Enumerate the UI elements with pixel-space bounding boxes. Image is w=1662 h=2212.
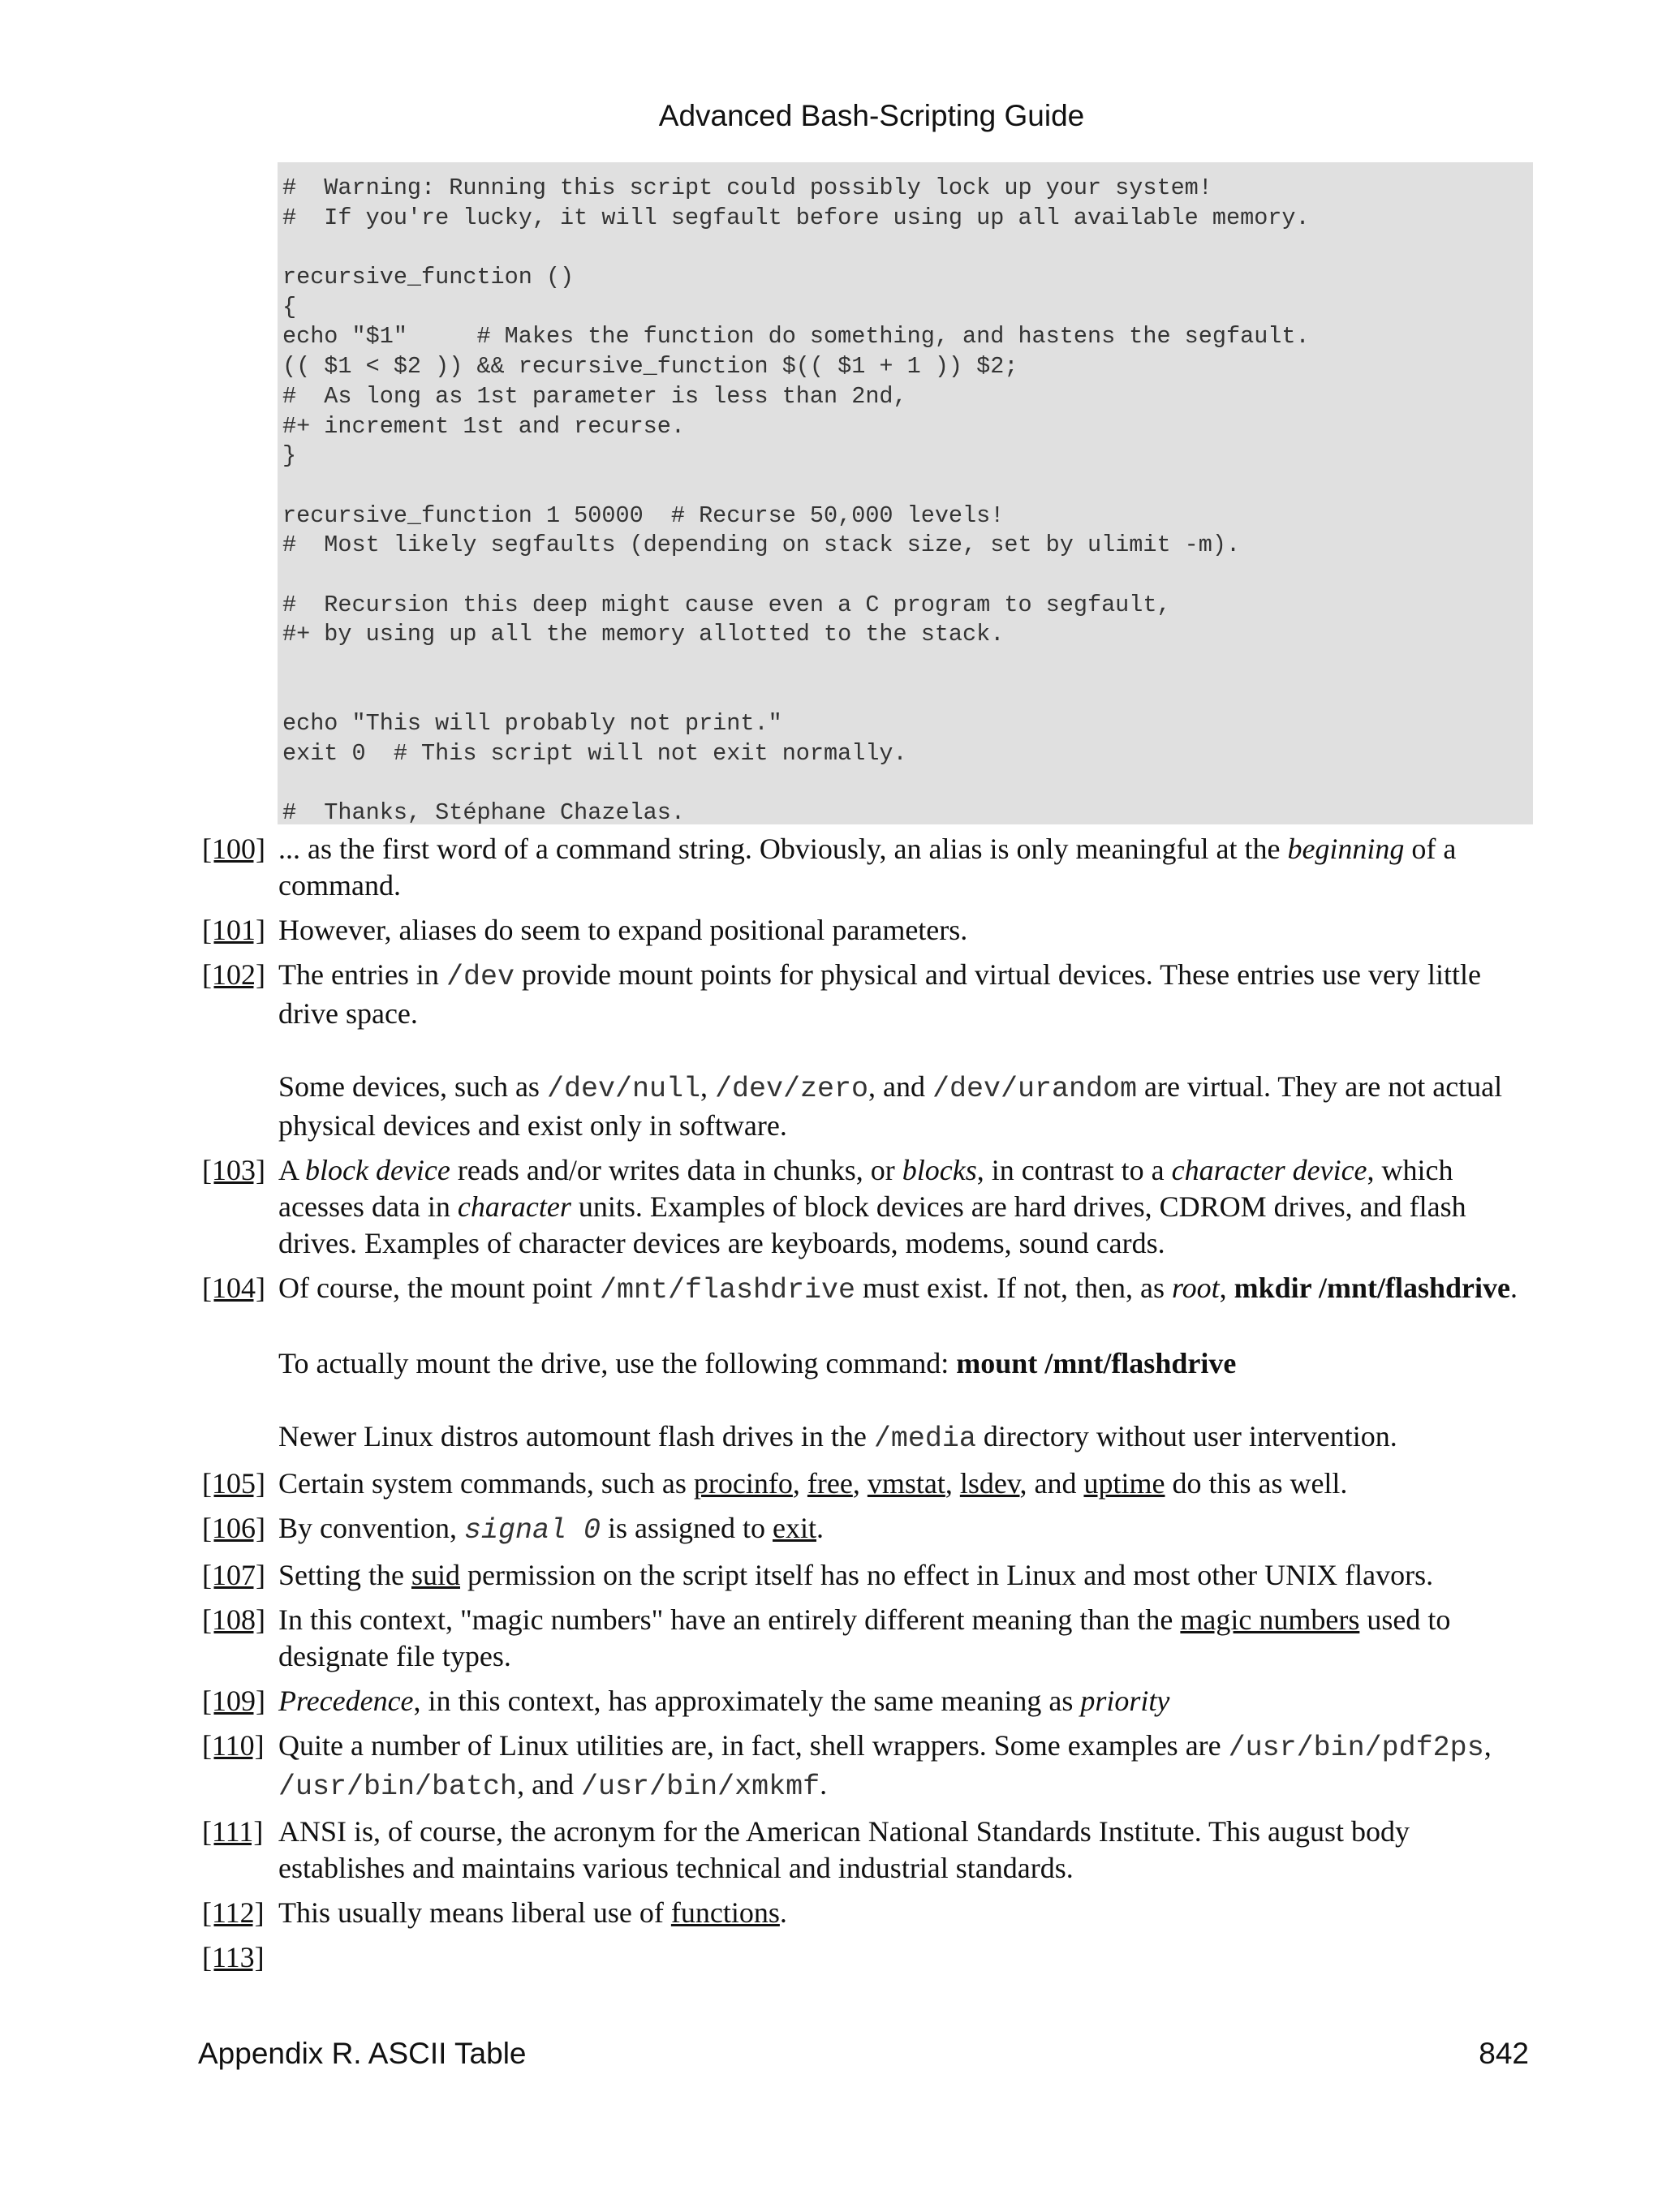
inline-code: /usr/bin/batch [278, 1771, 518, 1803]
inline-code: /usr/bin/pdf2ps [1228, 1732, 1484, 1764]
footnote-text [278, 1939, 1541, 1976]
inline-code: /usr/bin/xmkmf [581, 1771, 820, 1803]
footnote-paragraph: The entries in /dev provide mount points for physical and virtual devices. These entries use very little drive space. [278, 958, 1481, 1030]
vmstat-link[interactable]: vmstat [867, 1467, 945, 1500]
footnote-112 [202, 1895, 1541, 1931]
code-line [282, 233, 1528, 263]
footnote-number-link[interactable]: [107] [202, 1559, 265, 1591]
code-line: #+ increment 1st and recurse. [282, 412, 685, 440]
code-line: #+ by using up all the memory allotted to the stack. [282, 621, 1005, 648]
exit-link[interactable]: exit [773, 1512, 816, 1544]
footnote-number-link[interactable]: [104] [202, 1272, 265, 1304]
footnote-text: A block device reads and/or writes data in chunks, or blocks, in contrast to a character device, which acesses data in character units. Examples of block devices are hard drives, CDROM drives, and flash drives. Examples of character devices are keyboards, modems, sound cards. [278, 1154, 1466, 1259]
free-link[interactable]: free [807, 1467, 853, 1500]
footnote-113 [202, 1939, 1541, 1976]
code-line [282, 561, 1528, 591]
lsdev-link[interactable]: lsdev [959, 1467, 1020, 1500]
code-line: # If you're lucky, it will segfault before using up all available memory. [282, 204, 1310, 231]
inline-code: /mnt/flashdrive [599, 1274, 855, 1306]
code-line: recursive_function 1 50000 # Recurse 50,000 levels! [282, 501, 1005, 529]
code-line: recursive_function () [282, 264, 575, 291]
inline-code: /dev/zero [714, 1073, 868, 1105]
footnote-107 [202, 1557, 1541, 1594]
footnote-paragraph: Of course, the mount point /mnt/flashdrive must exist. If not, then, as root, mkdir /mnt/flashdrive. [278, 1272, 1518, 1306]
footnote-104 [202, 1270, 1541, 1457]
footnote-number-link[interactable]: [105] [202, 1467, 265, 1500]
footnote-100 [202, 831, 1541, 904]
footnote-number-link[interactable]: [111] [202, 1815, 264, 1848]
code-line [282, 769, 1528, 799]
footnote-106 [202, 1510, 1541, 1549]
footnote-paragraph: To actually mount the drive, use the following command: mount /mnt/flashdrive [278, 1347, 1237, 1379]
page-header-title: Advanced Bash-Scripting Guide [658, 99, 1085, 132]
footnote-text: Certain system commands, such as procinfo, free, vmstat, lsdev, and uptime do this as well. [278, 1467, 1348, 1500]
footnote-109 [202, 1683, 1541, 1719]
footnote-text: In this context, "magic numbers" have an entirely different meaning than the magic numbers used to designate file types. [278, 1603, 1451, 1672]
footnote-number-link[interactable]: [108] [202, 1603, 265, 1636]
footnote-text: Quite a number of Linux utilities are, in fact, shell wrappers. Some examples are /usr/bin/pdf2ps, /usr/bin/batch, and /usr/bin/xmkmf. [278, 1729, 1492, 1803]
footnote-text: ANSI is, of course, the acronym for the American National Standards Institute. This august body establishes and maintains various technical and industrial standards. [278, 1815, 1410, 1884]
inline-code: /dev [446, 961, 515, 993]
footnote-108 [202, 1602, 1541, 1675]
footnote-number-link[interactable]: [112] [202, 1896, 265, 1929]
command-text: mount /mnt/flashdrive [956, 1347, 1237, 1379]
footnote-103 [202, 1152, 1541, 1262]
footnote-111 [202, 1814, 1541, 1887]
code-line: # As long as 1st parameter is less than 2nd, [282, 382, 907, 410]
code-line [282, 471, 1528, 501]
footnote-text: This usually means liberal use of functions. [278, 1896, 787, 1929]
code-line: { [282, 293, 297, 321]
code-line: echo "This will probably not print." [282, 710, 782, 738]
inline-code: signal 0 [463, 1514, 601, 1547]
code-line: # Warning: Running this script could possibly lock up your system! [282, 174, 1212, 201]
footnote-number-link[interactable]: [103] [202, 1154, 265, 1186]
code-line: } [282, 442, 297, 470]
footnote-text: Setting the suid permission on the script itself has no effect in Linux and most other UNIX flavors. [278, 1559, 1434, 1591]
code-line [282, 650, 1528, 680]
footnote-number-link[interactable]: [110] [202, 1729, 265, 1762]
footnote-number-link[interactable]: [100] [202, 833, 265, 865]
uptime-link[interactable]: uptime [1083, 1467, 1165, 1500]
inline-code: /media [873, 1422, 976, 1455]
functions-link[interactable]: functions [670, 1896, 780, 1929]
page-number: 842 [1479, 2037, 1529, 2070]
inline-code: /dev/urandom [932, 1073, 1138, 1105]
footnote-101 [202, 912, 1541, 949]
suid-link[interactable]: suid [411, 1559, 461, 1591]
code-line: # Recursion this deep might cause even a C program to segfault, [282, 591, 1171, 618]
footnote-paragraph: Some devices, such as /dev/null, /dev/zero, and /dev/urandom are virtual. They are not actual physical devices and exist only in software. [278, 1070, 1503, 1142]
footer-section-title: Appendix R. ASCII Table [198, 2037, 527, 2070]
footnote-number-link[interactable]: [113] [202, 1941, 265, 1973]
footnote-text: ... as the first word of a command string. Obviously, an alias is only meaningful at the beginning of a command. [278, 833, 1457, 902]
code-line [282, 680, 1528, 710]
footnote-number-link[interactable]: [109] [202, 1685, 265, 1717]
footnote-number-link[interactable]: [106] [202, 1512, 265, 1544]
footnotes-list [202, 831, 1541, 1984]
code-line: exit 0 # This script will not exit normally. [282, 740, 907, 768]
footnote-text: Precedence, in this context, has approximately the same meaning as priority [278, 1685, 1170, 1717]
code-line: echo "$1" # Makes the function do something, and hastens the segfault. [282, 323, 1310, 351]
procinfo-link[interactable]: procinfo [693, 1467, 793, 1500]
footnote-110 [202, 1728, 1541, 1805]
footnote-text: By convention, signal 0 is assigned to exit. [278, 1512, 824, 1547]
command-text: mkdir /mnt/flashdrive [1234, 1272, 1511, 1304]
magic-numbers-link[interactable]: magic numbers [1180, 1603, 1360, 1636]
footnote-number-link[interactable]: [102] [202, 958, 265, 991]
footnote-105 [202, 1465, 1541, 1502]
footnote-text [278, 957, 1541, 1144]
code-line: # Most likely segfaults (depending on stack size, set by ulimit -m). [282, 531, 1241, 559]
code-line: # Thanks, Stéphane Chazelas. [282, 799, 685, 824]
footnote-text: However, aliases do seem to expand positional parameters. [278, 914, 968, 946]
footnote-102 [202, 957, 1541, 1144]
footnote-paragraph: Newer Linux distros automount flash drives in the /media directory without user intervention. [278, 1420, 1397, 1455]
inline-code: /dev/null [546, 1073, 700, 1105]
footnote-text [278, 1270, 1541, 1457]
code-line: (( $1 < $2 )) && recursive_function $(( $1 + 1 )) $2; [282, 353, 1018, 381]
footnote-number-link[interactable]: [101] [202, 914, 265, 946]
code-block [278, 162, 1533, 824]
